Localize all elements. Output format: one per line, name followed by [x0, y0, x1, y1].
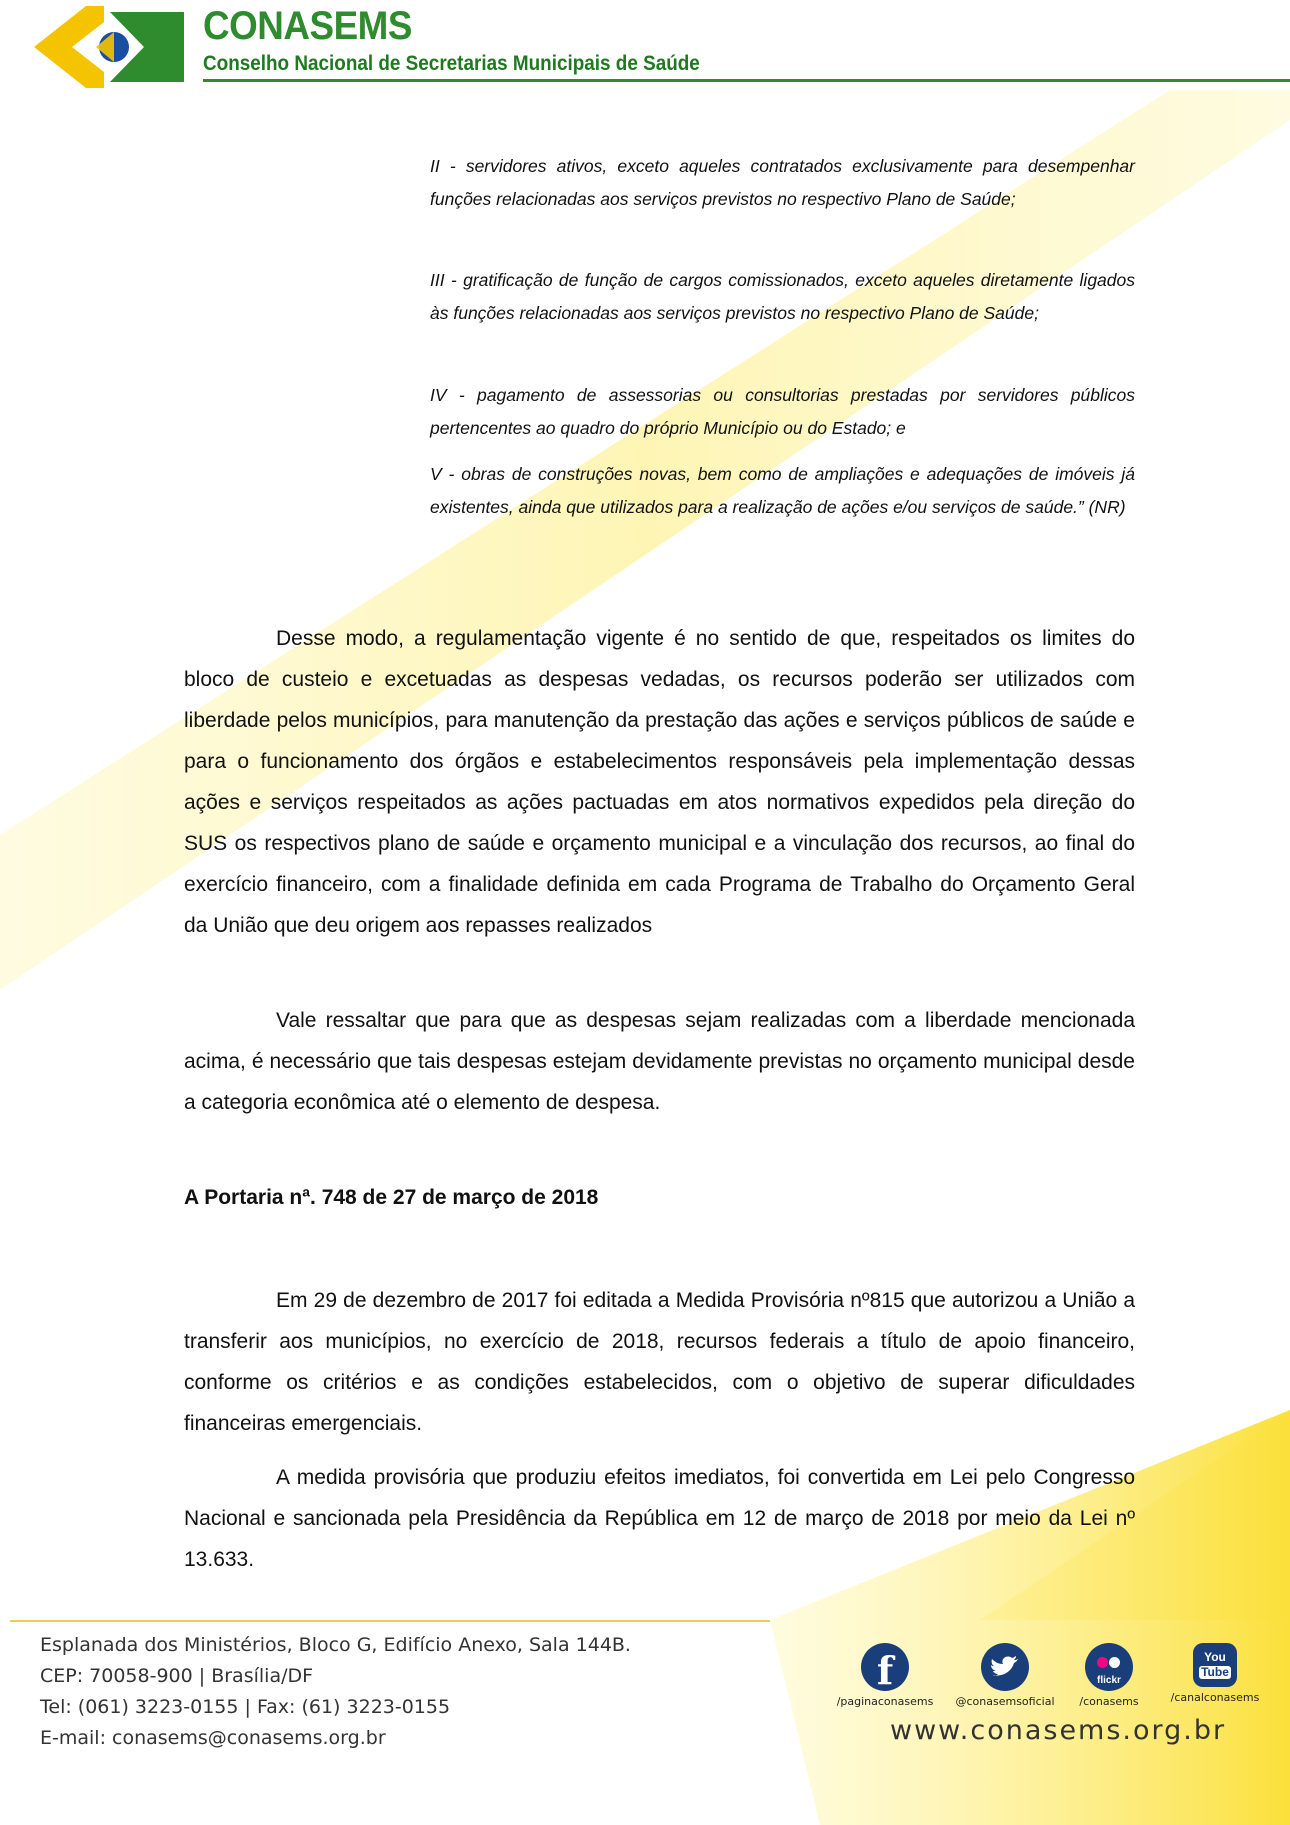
address-line: Esplanada dos Ministérios, Bloco G, Edifício Anexo, Sala 144B. — [40, 1634, 631, 1656]
brand-subtitle: Conselho Nacional de Secretarias Municipais de Saúde — [203, 52, 700, 75]
flickr-wordmark: flickr — [1097, 1675, 1121, 1686]
address-line: Tel: (061) 3223-0155 | Fax: (61) 3223-0155 — [40, 1696, 451, 1718]
paragraph: Em 29 de dezembro de 2017 foi editada a Medida Provisória nº815 que autorizou a União a transferir aos municípios, no exercício de 2018, recursos federais a título de apoio financeiro, conforme os critérios e as condições estabelecidos, com o objetivo de superar dificuldades financeiras emergenciais. — [184, 1289, 1135, 1435]
brand-title: CONASEMS — [203, 4, 412, 48]
footer-address — [40, 1630, 631, 1754]
section-heading: A Portaria nª. 748 de 27 de março de 2018 — [184, 1186, 599, 1209]
facebook-icon[interactable]: f — [861, 1643, 909, 1691]
social-flickr[interactable] — [1054, 1643, 1164, 1708]
social-label[interactable]: /paginaconasems — [836, 1695, 934, 1708]
social-label[interactable]: /conasems — [1079, 1695, 1139, 1708]
social-label[interactable]: @conasemsoficial — [955, 1695, 1055, 1708]
paragraph: A medida provisória que produziu efeitos imediatos, foi convertida em Lei pelo Congresso Nacional e sancionada pela Presidência da República em 12 de março de 2018 por meio da Lei nº 13.633. — [184, 1466, 1135, 1571]
quote-item: IV - pagamento de assessorias ou consultorias prestadas por servidores públicos pertencentes ao quadro do próprio Município ou do Estado; e — [430, 385, 1135, 438]
youtube-icon[interactable] — [1193, 1643, 1237, 1687]
social-twitter[interactable] — [950, 1643, 1060, 1708]
paragraph: Desse modo, a regulamentação vigente é no sentido de que, respeitados os limites do bloco de custeio e excetuadas as despesas vedadas, os recursos poderão ser utilizados com liberdade pelos municípios, para manutenção da prestação das ações e serviços públicos de saúde e para o funcionamento dos órgãos e estabelecimentos responsáveis pela implementação dessas ações e serviços respeitados as ações pactuadas em atos normativos expedidos pela direção do SUS os respectivos plano de saúde e orçamento municipal e a vinculação dos recursos, ao final do exercício financeiro, com a finalidade definida em cada Programa de Trabalho do Orçamento Geral da União que deu origem aos repasses realizados — [184, 627, 1135, 937]
quote-item: III - gratificação de função de cargos comissionados, exceto aqueles diretamente ligados às funções relacionadas aos serviços previstos no respectivo Plano de Saúde; — [430, 270, 1135, 323]
email-line[interactable]: E-mail: conasems@conasems.org.br — [40, 1727, 386, 1749]
quote-item: II - servidores ativos, exceto aqueles contratados exclusivamente para desempenhar funções relacionadas aos serviços previstos no respectivo Plano de Saúde; — [430, 156, 1135, 209]
twitter-icon[interactable] — [981, 1643, 1029, 1691]
youtube-word-top: You — [1204, 1650, 1226, 1664]
website-url[interactable]: www.conasems.org.br — [890, 1715, 1227, 1746]
social-youtube[interactable] — [1160, 1643, 1270, 1704]
social-label[interactable]: /canalconasems — [1170, 1691, 1260, 1704]
paragraph: Vale ressaltar que para que as despesas sejam realizadas com a liberdade mencionada acima, é necessário que tais despesas estejam devidamente previstas no orçamento municipal desde a categoria econômica até o elemento de despesa. — [184, 1009, 1135, 1114]
social-facebook[interactable] — [830, 1643, 940, 1708]
quote-item: V - obras de construções novas, bem como de ampliações e adequações de imóveis já existentes, ainda que utilizados para a realização de ações e/ou serviços de saúde.” (NR) — [430, 464, 1135, 517]
address-line: CEP: 70058-900 | Brasília/DF — [40, 1665, 314, 1687]
flickr-icon[interactable] — [1085, 1643, 1133, 1691]
youtube-word-bottom: Tube — [1201, 1665, 1229, 1679]
